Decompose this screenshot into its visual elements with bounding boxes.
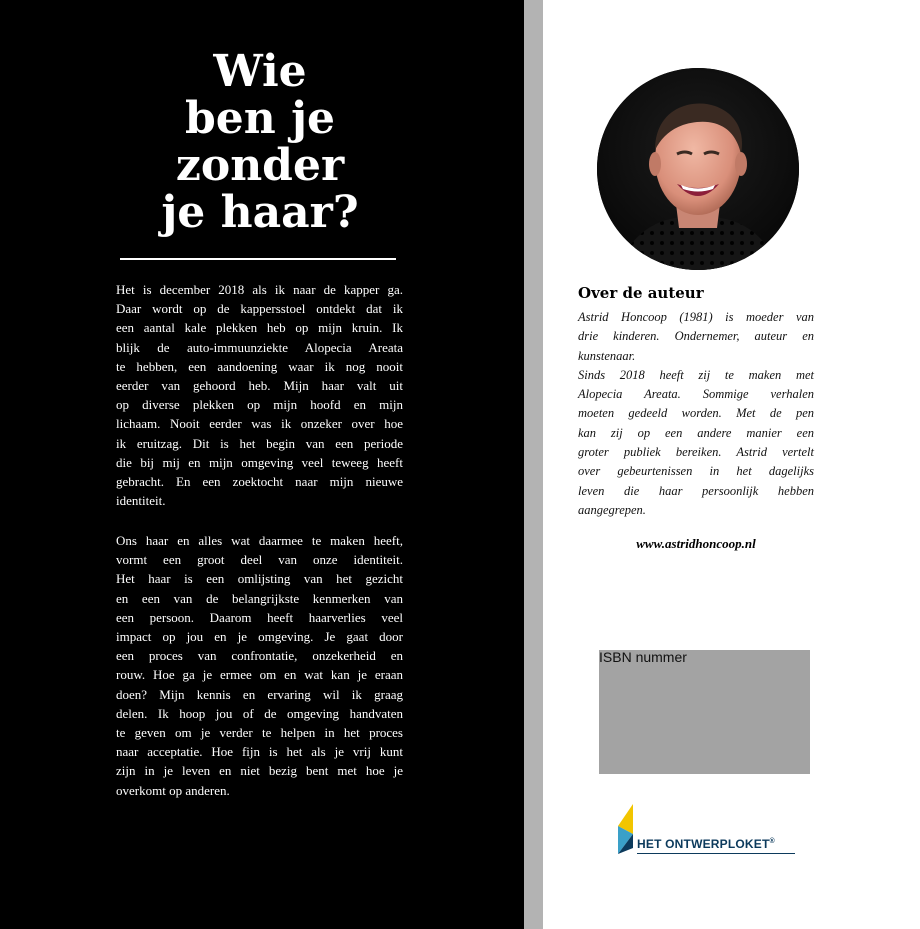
blurb-line: een persoon. Daarom heeft haarverlies veel [116,609,403,625]
about-line: Alopecia Areata. Sommige verhalen [578,387,814,402]
title-divider [120,258,396,260]
blurb-paragraph-2 [116,531,403,800]
blurb-line: te hebben, een aandoening waar ik nog nooit [116,358,403,374]
isbn-placeholder-box [599,650,810,774]
about-line: drie kinderen. Ondernemer, auteur en [578,329,814,344]
title-line: ben je [185,93,335,144]
blurb-line: rouw. Hoe ga je ermee om en wat kan je eraan [116,667,403,683]
blurb-line: Ons haar en alles wat daarmee te maken heeft, [116,533,403,548]
blurb-line: zijn in je leven en niet bezig bent met hoe je [116,763,403,779]
title-line: zonder [175,140,345,191]
blurb-line: blijk de auto-immuunziekte Alopecia Areata [116,339,403,355]
blurb-line: impact op jou en je omgeving. Je gaat door [116,629,403,645]
blurb-paragraph-1 [116,280,403,510]
blurb-line: op diverse plekken op mijn hoofd en mijn [116,397,403,413]
blurb-line: Het haar is een omlijsting van het gezicht [116,571,403,587]
publisher-logo [617,804,797,854]
about-line: moeten gedeeld worden. Met de pen [578,406,814,421]
blurb-line: doen? Mijn kennis en ervaring wil ik graag [116,686,403,702]
blurb-line: lichaam. Nooit eerder was ik onzeker over hoe [116,416,403,432]
publisher-underline [637,853,795,854]
publisher-name: HET ONTWERPLOKET® [637,837,775,851]
blurb-line: ik eruitzag. Dit is het begin van een periode [116,435,403,451]
book-title [60,48,460,236]
about-line: Astrid Honcoop (1981) is moeder van [578,310,814,324]
book-spine [524,0,543,929]
about-author-heading: Over de auteur [578,284,704,302]
author-photo [597,68,799,270]
about-line: groter publiek bereiken. Astrid vertelt [578,445,814,460]
blurb-line: gebracht. En een zoektocht naar mijn nieuwe [116,474,403,490]
blurb-line: naar acceptatie. Hoe fijn is het als je vrij kunt [116,744,403,760]
blurb-line: identiteit. [116,493,166,509]
blurb-line: vormt een groot deel van onze identiteit. [116,552,403,568]
blurb-line: te geven om je verder te helpen in het proces [116,725,403,741]
blurb-line: een proces van confrontatie, onzekerheid en [116,648,403,664]
about-line: kan zij op een andere manier een [578,425,814,440]
isbn-label: ISBN nummer [599,649,687,665]
blurb-line: een aantal kale plekken heb op mijn kruin. Ik [116,320,403,336]
blurb-line: overkomt op anderen. [116,782,230,798]
author-portrait-illustration [597,68,799,270]
blurb-line: delen. Ik hoop jou of de omgeving handvaten [116,705,403,721]
title-line: je haar? [161,187,359,238]
title-line: Wie [213,46,307,97]
blurb-line: Daar wordt op de kappersstoel ontdekt dat ik [116,301,403,317]
about-author-text [578,308,814,520]
blurb-line: en een van de belangrijkste kenmerken van [116,590,403,606]
about-line: aangegrepen. [578,502,646,517]
about-line: Sinds 2018 heeft zij te maken met [578,367,814,382]
about-line: leven die haar persoonlijk hebben [578,483,814,498]
blurb-line: die bij mij en mijn omgeving veel teweeg heeft [116,454,403,470]
blurb-line: eerder van gehoord heb. Mijn haar valt uit [116,378,403,394]
about-line: kunstenaar. [578,348,636,363]
author-website-link[interactable]: www.astridhoncoop.nl [636,536,756,551]
publisher-mark-icon [617,804,637,854]
blurb-line: Het is december 2018 als ik naar de kapper ga. [116,282,403,297]
about-line: over gebeurtenissen in het dagelijks [578,464,814,479]
